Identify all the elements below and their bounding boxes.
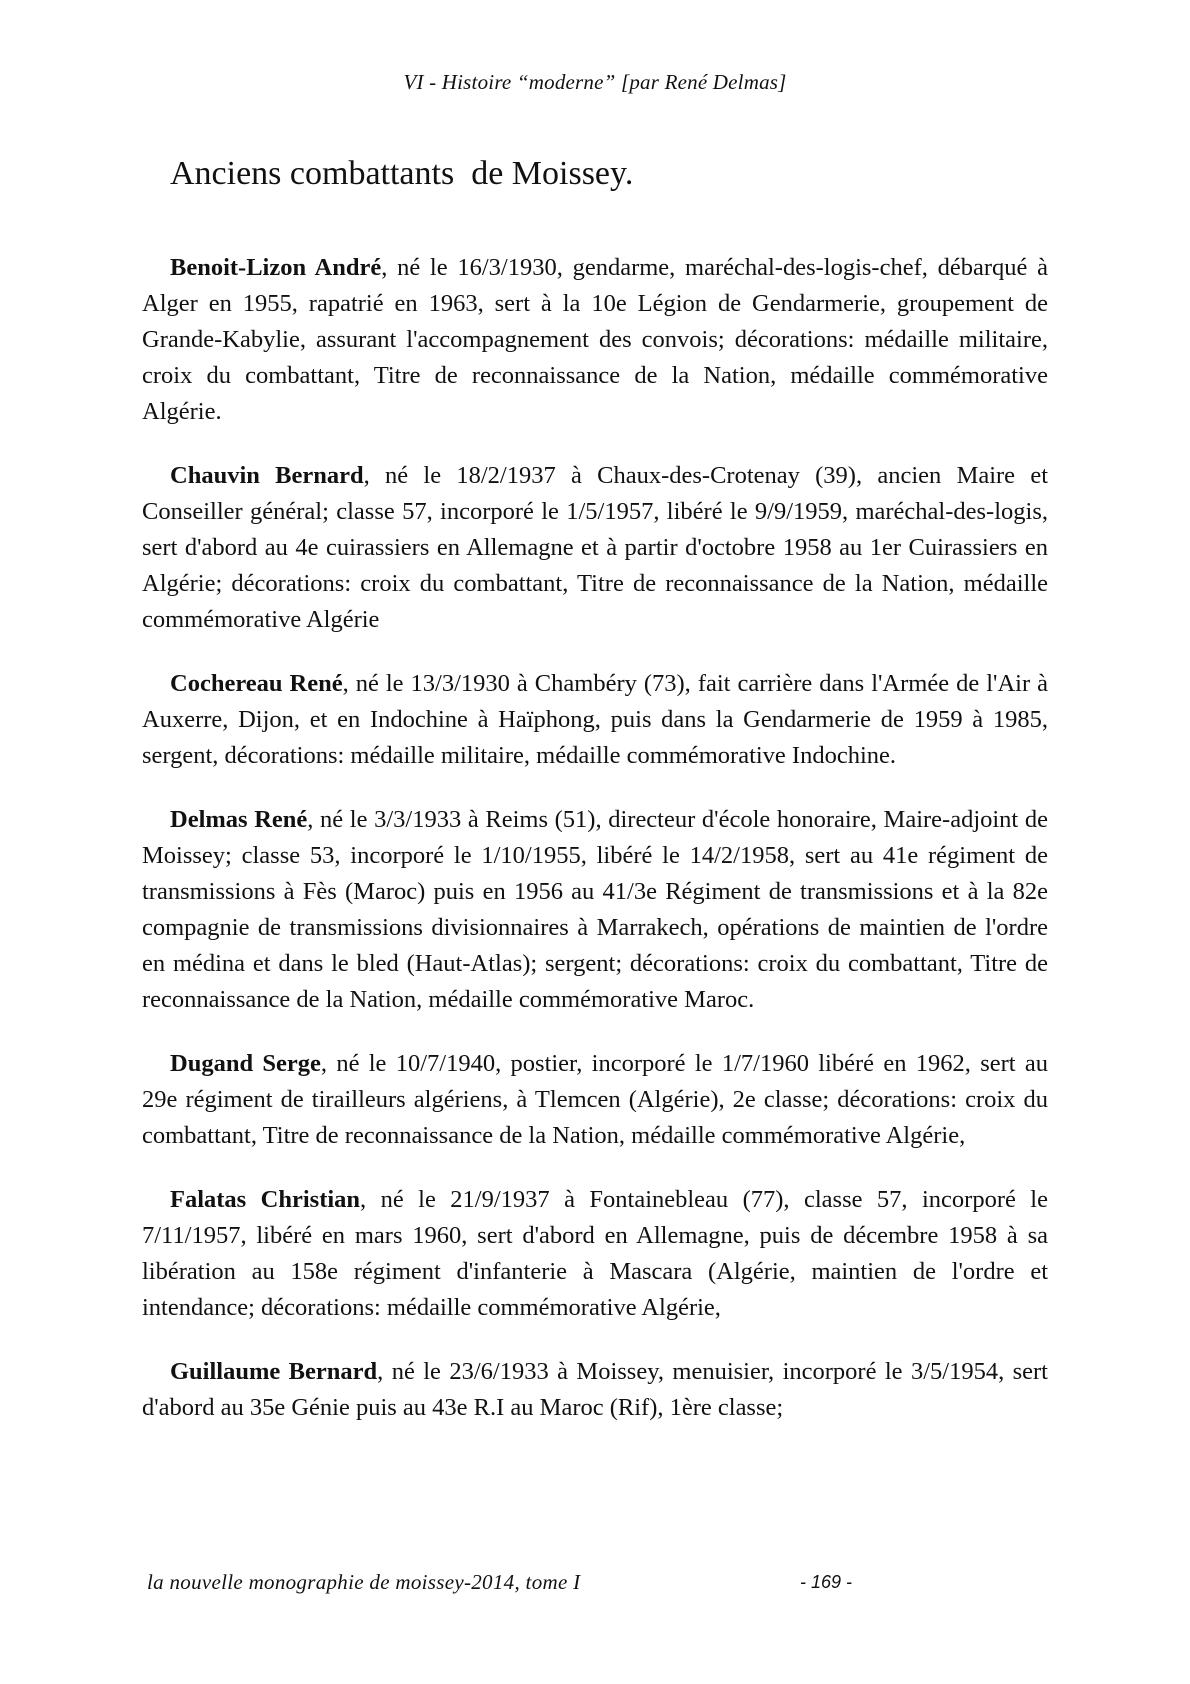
veteran-entry (142, 802, 1048, 1018)
veteran-entry (142, 250, 1048, 430)
veteran-details: , né le 18/2/1937 à Chaux-des-Crotenay (39), ancien Maire et Conseiller général; classe 57, incorporé le 1/5/1957, libéré le 9/9/1959, maréchal-des-logis, sert d'abord au 4e cuirassiers en Allemagne et à partir d'octobre 1958 au 1er Cuirassiers en Algérie; décorations: croix du combattant, Titre de reconnaissance de la Nation, médaille commémorative Algérie (142, 462, 1049, 633)
veteran-name: Guillaume Bernard (170, 1358, 378, 1385)
veteran-entry (142, 666, 1048, 774)
veteran-name: Cochereau René (170, 670, 343, 697)
running-header: VI - Histoire “moderne” [par René Delmas] (403, 70, 787, 94)
page-title: Anciens combattants de Moissey. (170, 155, 634, 192)
veteran-name: Delmas René (170, 806, 308, 833)
veteran-entry (142, 1046, 1048, 1154)
page-number: - 169 - (800, 1572, 853, 1592)
veteran-details: , né le 16/3/1930, gendarme, maréchal-des-logis-chef, débarqué à Alger en 1955, rapatrié en 1963, sert à la 10e Légion de Gendarmerie, groupement de Grande-Kabylie, assurant l'accompagnement des convois; décorations: médaille militaire, croix du combattant, Titre de reconnaissance de la Nation, médaille commémorative Algérie. (142, 254, 1048, 425)
page-footer (0, 1570, 1190, 1600)
veteran-entry (142, 1182, 1048, 1326)
veteran-name: Dugand Serge (170, 1050, 321, 1077)
veteran-entry (142, 458, 1048, 638)
veteran-entry (142, 1354, 1048, 1426)
veteran-details: , né le 23/6/1933 à Moissey, menuisier, incorporé le 3/5/1954, sert d'abord au 35e Génie puis au 43e R.I au Maroc (Rif), 1ère classe; (142, 1358, 1048, 1421)
veteran-details: , né le 10/7/1940, postier, incorporé le 1/7/1960 libéré en 1962, sert au 29e régiment de tirailleurs algériens, à Tlemcen (Algérie), 2e classe; décorations: croix du combattant, Titre de reconnaissance de la Nation, médaille commémorative Algérie, (142, 1050, 1048, 1149)
veteran-details: , né le 13/3/1930 à Chambéry (73), fait carrière dans l'Armée de l'Air à Auxerre, Dijon, et en Indochine à Haïphong, puis dans la Gendarmerie de 1959 à 1985, sergent, décorations: médaille militaire, médaille commémorative Indochine. (142, 670, 1048, 769)
veteran-details: , né le 3/3/1933 à Reims (51), directeur d'école honoraire, Maire-adjoint de Moissey; classe 53, incorporé le 1/10/1955, libéré le 14/2/1958, sert au 41e régiment de transmissions à Fès (Maroc) puis en 1956 au 41/3e Régiment de transmissions et à la 82e compagnie de transmissions divisionnaires à Marrakech, opérations de maintien de l'ordre en médina et dans le bled (Haut-Atlas); sergent; décorations: croix du combattant, Titre de reconnaissance de la Nation, médaille commémorative Maroc. (142, 806, 1048, 1013)
veterans-list (142, 250, 1048, 1454)
footer-book-title: la nouvelle monographie de moissey-2014, tome I (147, 1570, 581, 1594)
veteran-name: Falatas Christian (170, 1186, 361, 1213)
veteran-details: , né le 21/9/1937 à Fontainebleau (77), classe 57, incorporé le 7/11/1957, libéré en mars 1960, sert d'abord en Allemagne, puis de décembre 1958 à sa libération au 158e régiment d'infanterie à Mascara (Algérie, maintien de l'ordre et intendance; décorations: médaille commémorative Algérie, (142, 1186, 1048, 1321)
veteran-name: Benoit-Lizon André (170, 254, 382, 281)
veteran-name: Chauvin Bernard (170, 462, 364, 489)
